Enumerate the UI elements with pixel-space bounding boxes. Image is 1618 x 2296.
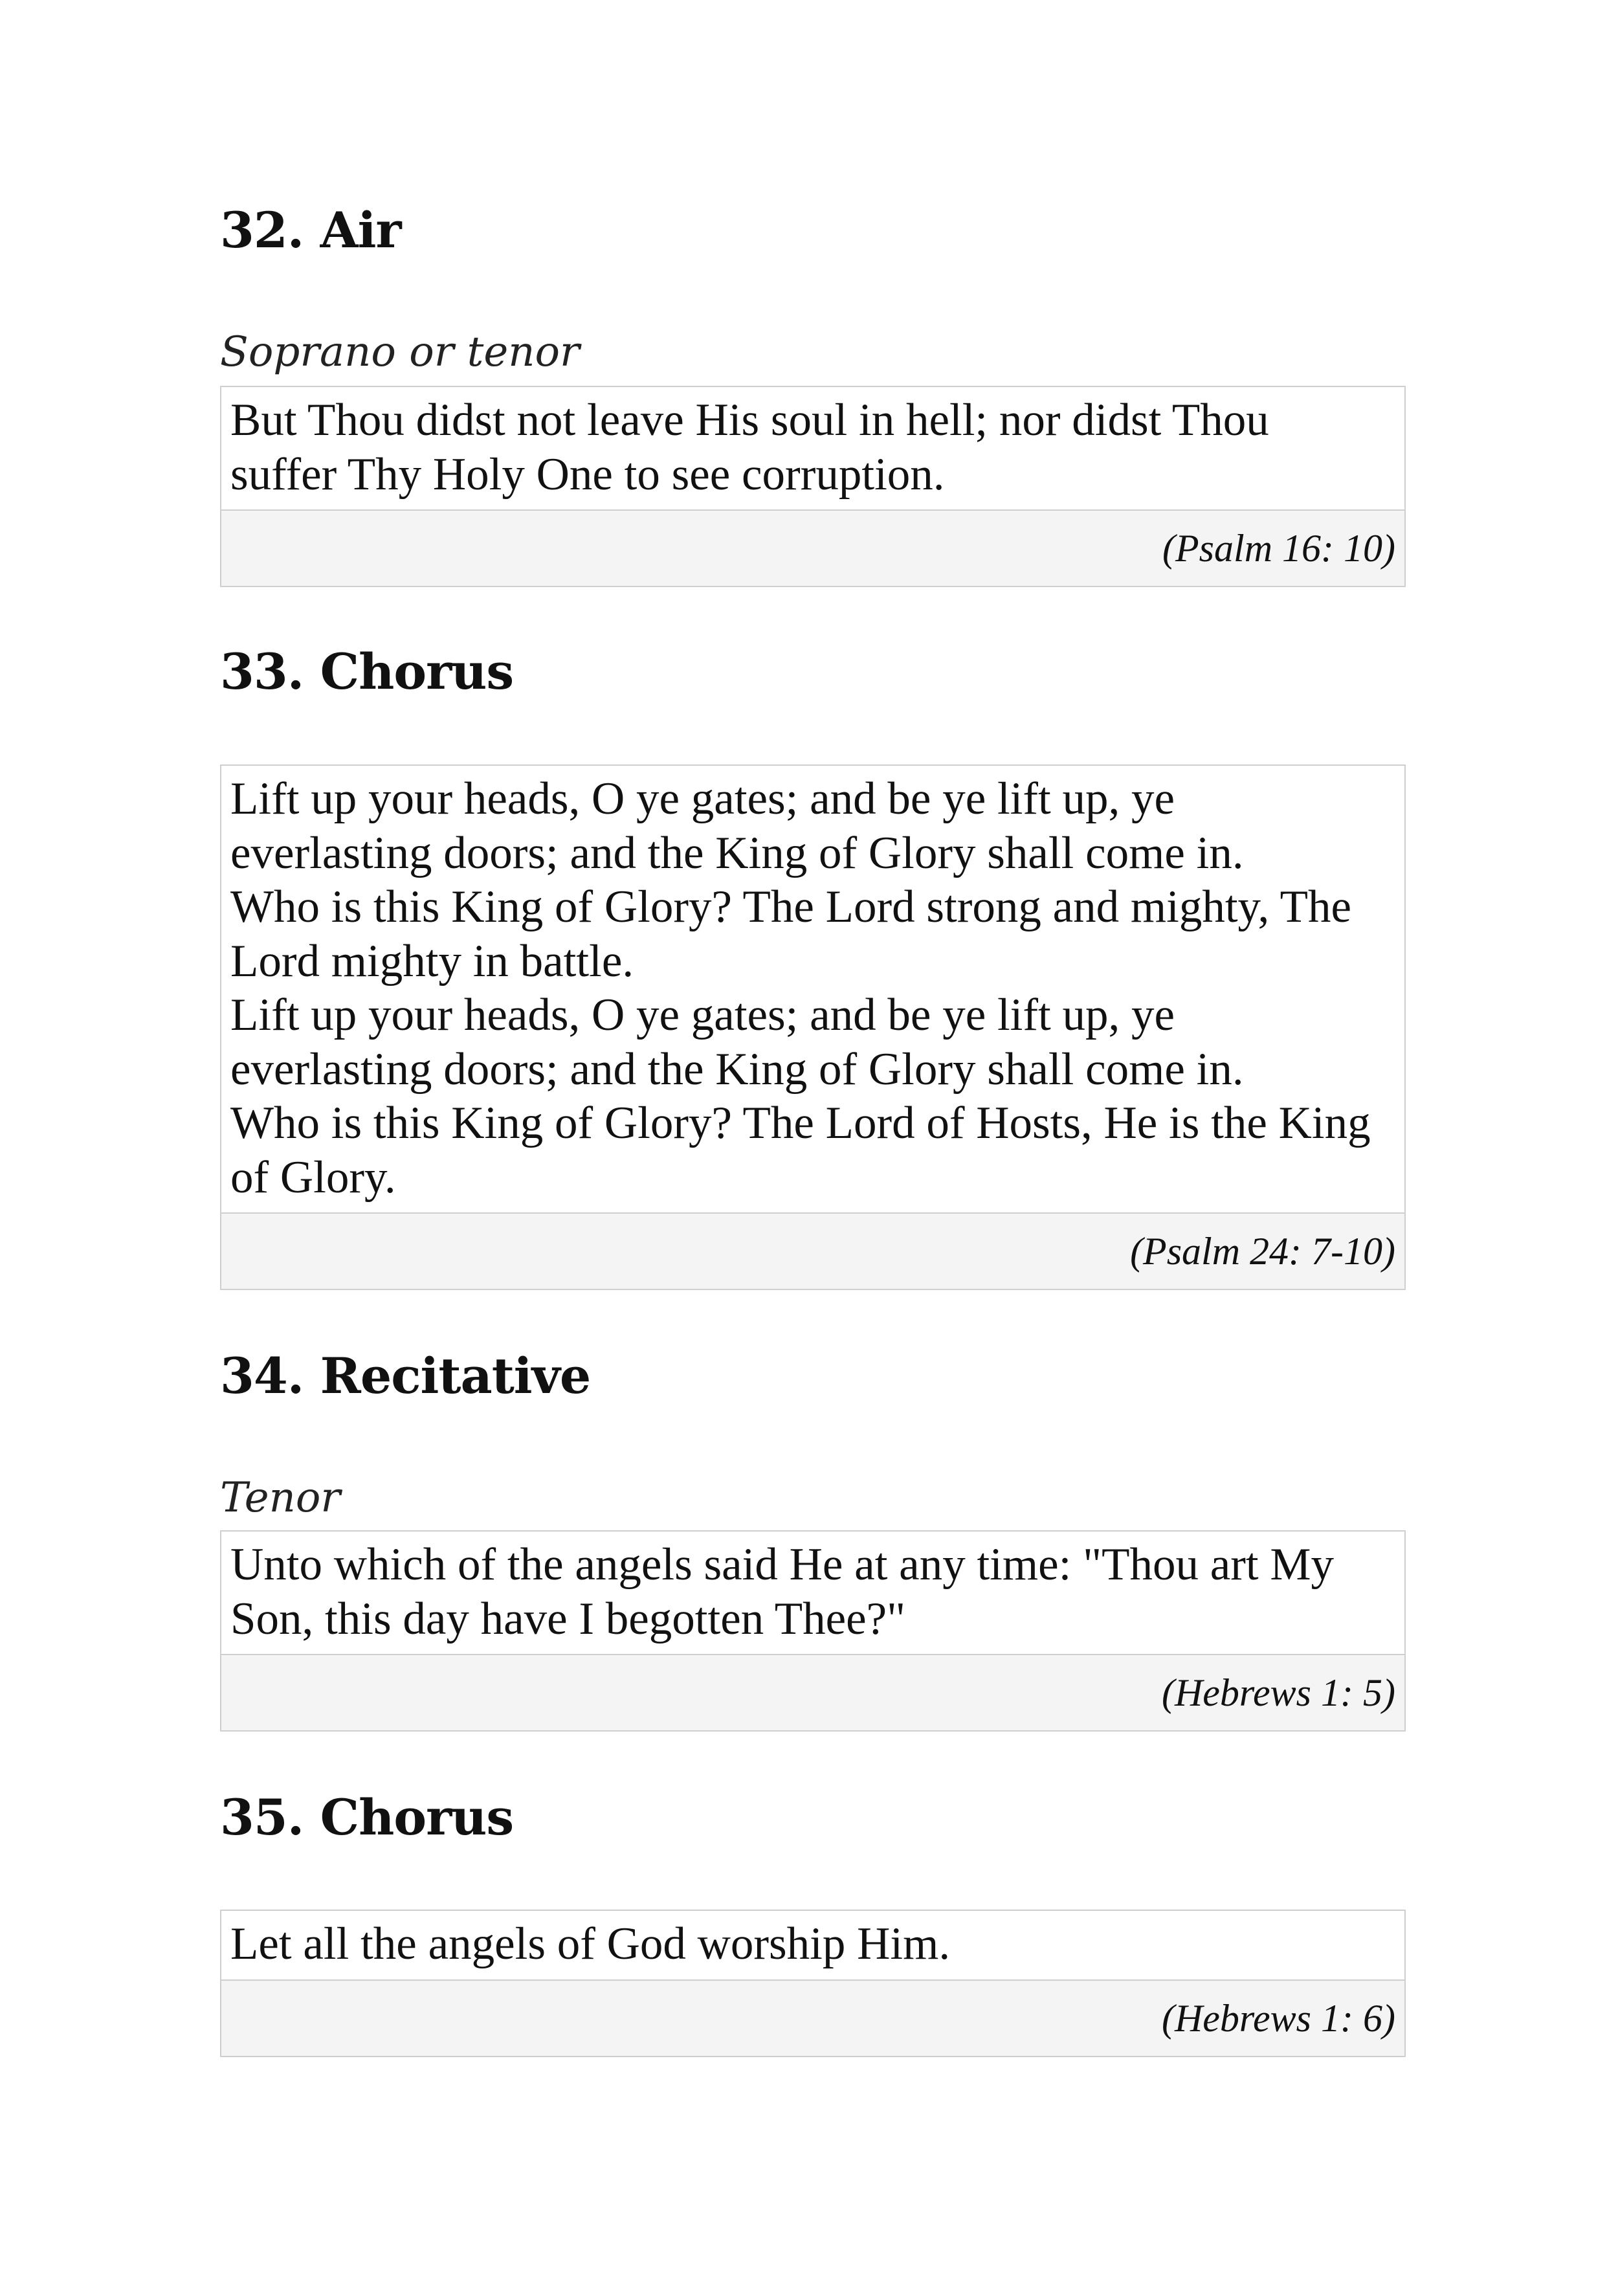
lyric-line: Lift up your heads, O ye gates; and be ye lift up, ye (230, 990, 1175, 1040)
lyrics-cell (221, 387, 1404, 511)
lyric-line: Son, this day have I begotten Thee?" (230, 1593, 906, 1644)
scripture-reference: (Hebrews 1: 6) (221, 1981, 1404, 2056)
lyrics-table (220, 1910, 1406, 2057)
lyric-line: Lift up your heads, O ye gates; and be ye lift up, ye (230, 774, 1175, 824)
lyric-line: Let all the angels of God worship Him. (230, 1919, 951, 1969)
lyric-line: suffer Thy Holy One to see corruption. (230, 449, 945, 500)
lyric-line: Unto which of the angels said He at any time: "Thou art My (230, 1539, 1334, 1590)
scripture-reference: (Psalm 16: 10) (221, 511, 1404, 586)
scripture-reference: (Hebrews 1: 5) (221, 1655, 1404, 1730)
lyrics-cell (221, 1532, 1404, 1655)
lyrics-table (220, 1530, 1406, 1732)
lyric-line: But Thou didst not leave His soul in hell; nor didst Thou (230, 395, 1269, 445)
voice-label: Tenor (220, 1474, 340, 1522)
voice-label: Soprano or tenor (220, 328, 580, 376)
lyric-line: everlasting doors; and the King of Glory shall come in. (230, 827, 1244, 878)
section-heading: 34. Recitative (220, 1347, 591, 1405)
scripture-reference: (Psalm 24: 7-10) (221, 1214, 1404, 1289)
lyric-line: everlasting doors; and the King of Glory shall come in. (230, 1043, 1244, 1095)
lyric-line: Lord mighty in battle. (230, 935, 634, 986)
section-heading: 33. Chorus (220, 643, 514, 700)
lyrics-cell (221, 766, 1404, 1214)
lyric-line: Who is this King of Glory? The Lord of Hosts, He is the King (230, 1098, 1371, 1148)
lyric-line: Who is this King of Glory? The Lord strong and mighty, The (230, 882, 1352, 932)
lyric-line: of Glory. (230, 1152, 396, 1203)
section-heading: 35. Chorus (220, 1789, 514, 1846)
section-heading: 32. Air (220, 201, 401, 259)
lyrics-table (220, 764, 1406, 1290)
lyrics-cell (221, 1911, 1404, 1981)
lyrics-table (220, 386, 1406, 587)
